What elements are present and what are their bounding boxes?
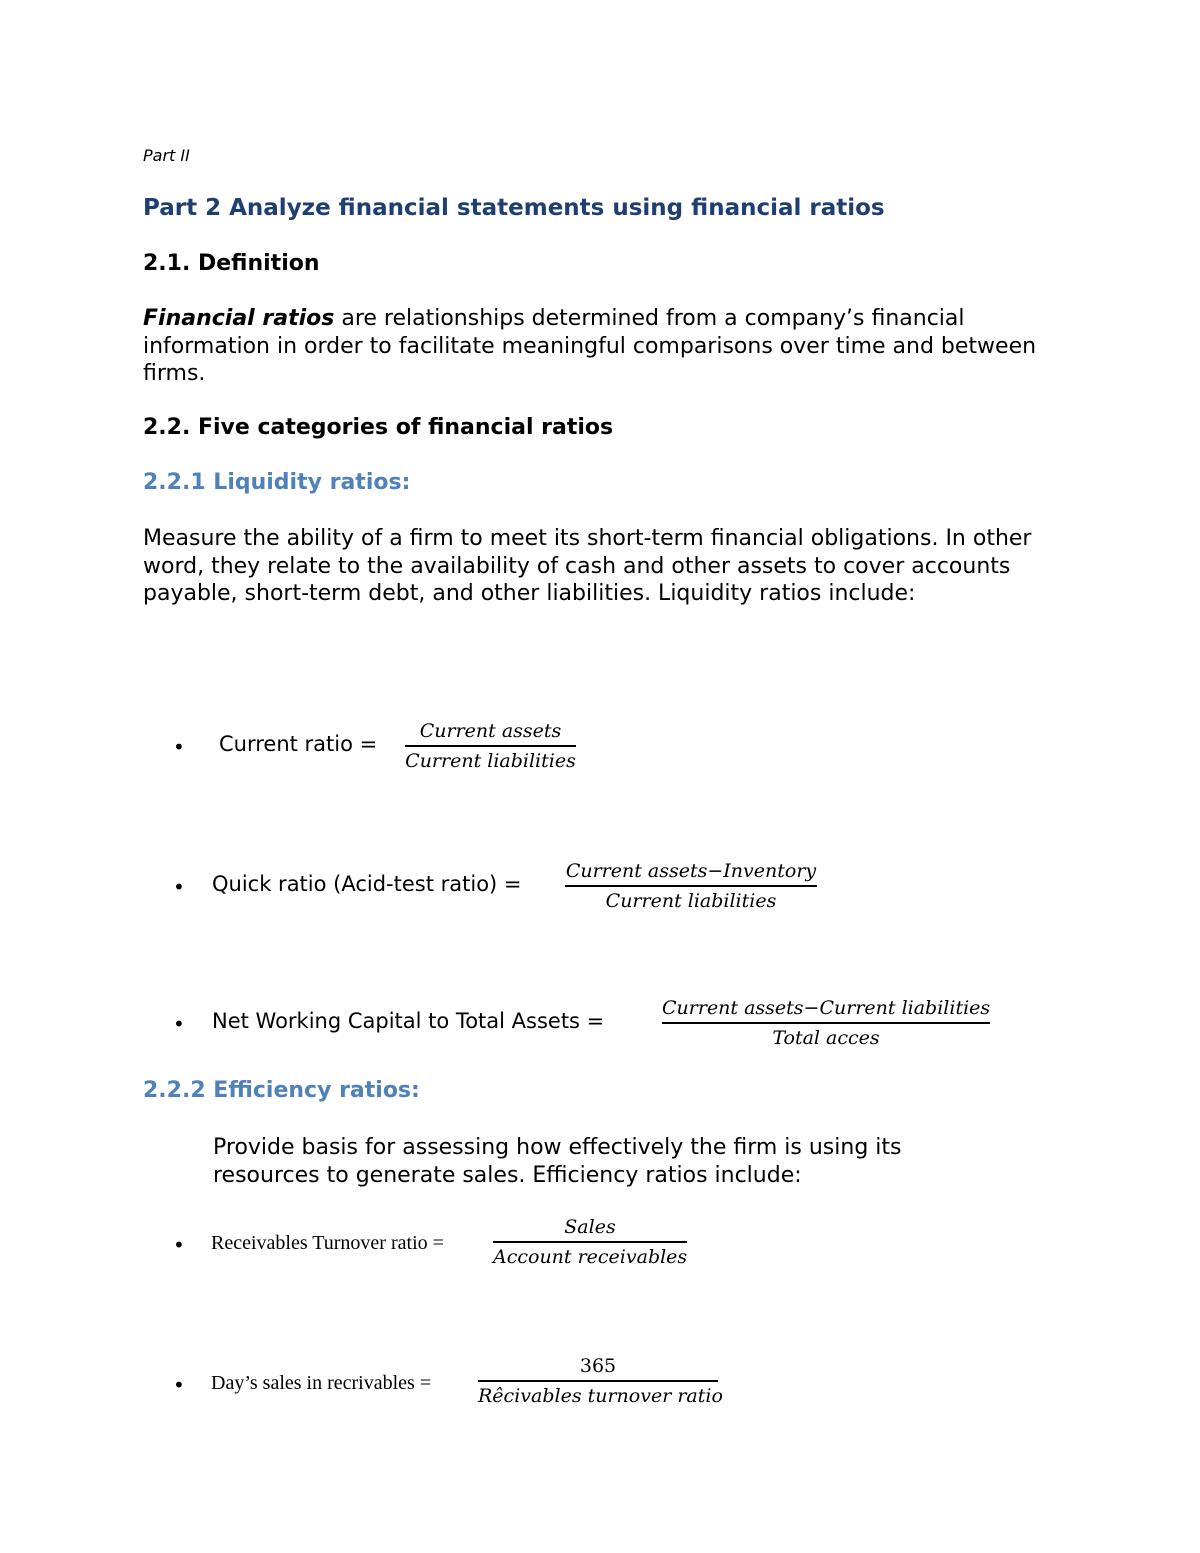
current-ratio-label: Current ratio =: [219, 732, 378, 756]
quick-ratio-denominator: Current liabilities: [605, 890, 777, 912]
nwc-ratio-numerator: Current assets−Current liabilities: [662, 997, 991, 1019]
current-ratio-numerator: Current assets: [419, 720, 562, 742]
page-title: Part 2 Analyze financial statements using financial ratios: [143, 195, 885, 221]
fraction-bar: [662, 1022, 990, 1024]
bullet-current-ratio: •: [173, 735, 185, 759]
receivables-turnover-label: Receivables Turnover ratio =: [211, 1232, 444, 1254]
fraction-bar: [478, 1380, 718, 1382]
days-sales-numerator: 365: [579, 1355, 617, 1377]
receivables-turnover-numerator: Sales: [564, 1216, 616, 1238]
bullet-nwc-ratio: •: [173, 1012, 185, 1036]
quick-ratio-label: Quick ratio (Acid-test ratio) =: [212, 872, 522, 896]
days-sales-label: Day’s sales in recrivables =: [211, 1372, 432, 1394]
heading-liquidity: 2.2.1 Liquidity ratios:: [143, 470, 411, 495]
fraction-bar: [493, 1241, 687, 1243]
nwc-ratio-fraction: [662, 995, 990, 1051]
nwc-ratio-denominator: Total acces: [772, 1027, 880, 1049]
definition-term: Financial ratios: [143, 306, 335, 331]
bullet-receivables-turnover: •: [173, 1233, 185, 1257]
days-sales-fraction: [478, 1353, 723, 1409]
current-ratio-denominator: Current liabilities: [405, 750, 576, 772]
receivables-turnover-denominator: Account receivables: [493, 1246, 688, 1268]
heading-efficiency: 2.2.2 Efficiency ratios:: [143, 1078, 420, 1103]
days-sales-denominator: Rêcivables turnover ratio: [478, 1385, 723, 1407]
liquidity-paragraph: Measure the ability of a firm to meet its short-term financial obligations. In other word, they relate to the availability of cash and other assets to cover accounts payable, short-term debt, and other liabilities. Liquidity ratios include:: [143, 526, 1032, 606]
efficiency-paragraph: Provide basis for assessing how effectively the firm is using its resources to generate sales. Efficiency ratios include:: [213, 1135, 902, 1188]
bullet-quick-ratio: •: [173, 875, 185, 899]
fraction-bar: [565, 885, 817, 887]
current-ratio-fraction: [405, 718, 576, 774]
quick-ratio-fraction: [565, 858, 817, 914]
heading-categories: 2.2. Five categories of financial ratios: [143, 415, 614, 440]
definition-paragraph: [143, 305, 1063, 388]
fraction-bar: [405, 745, 576, 747]
definition-text: are relationships determined from a company’s financial information in order to facilitate meaningful comparisons over time and between firms.: [143, 306, 1037, 386]
heading-definition: 2.1. Definition: [143, 251, 320, 276]
receivables-turnover-fraction: [493, 1214, 687, 1270]
quick-ratio-numerator: Current assets−Inventory: [565, 860, 817, 882]
nwc-ratio-label: Net Working Capital to Total Assets =: [212, 1009, 605, 1033]
page-header: Part II: [143, 146, 190, 165]
bullet-days-sales: •: [173, 1373, 185, 1397]
